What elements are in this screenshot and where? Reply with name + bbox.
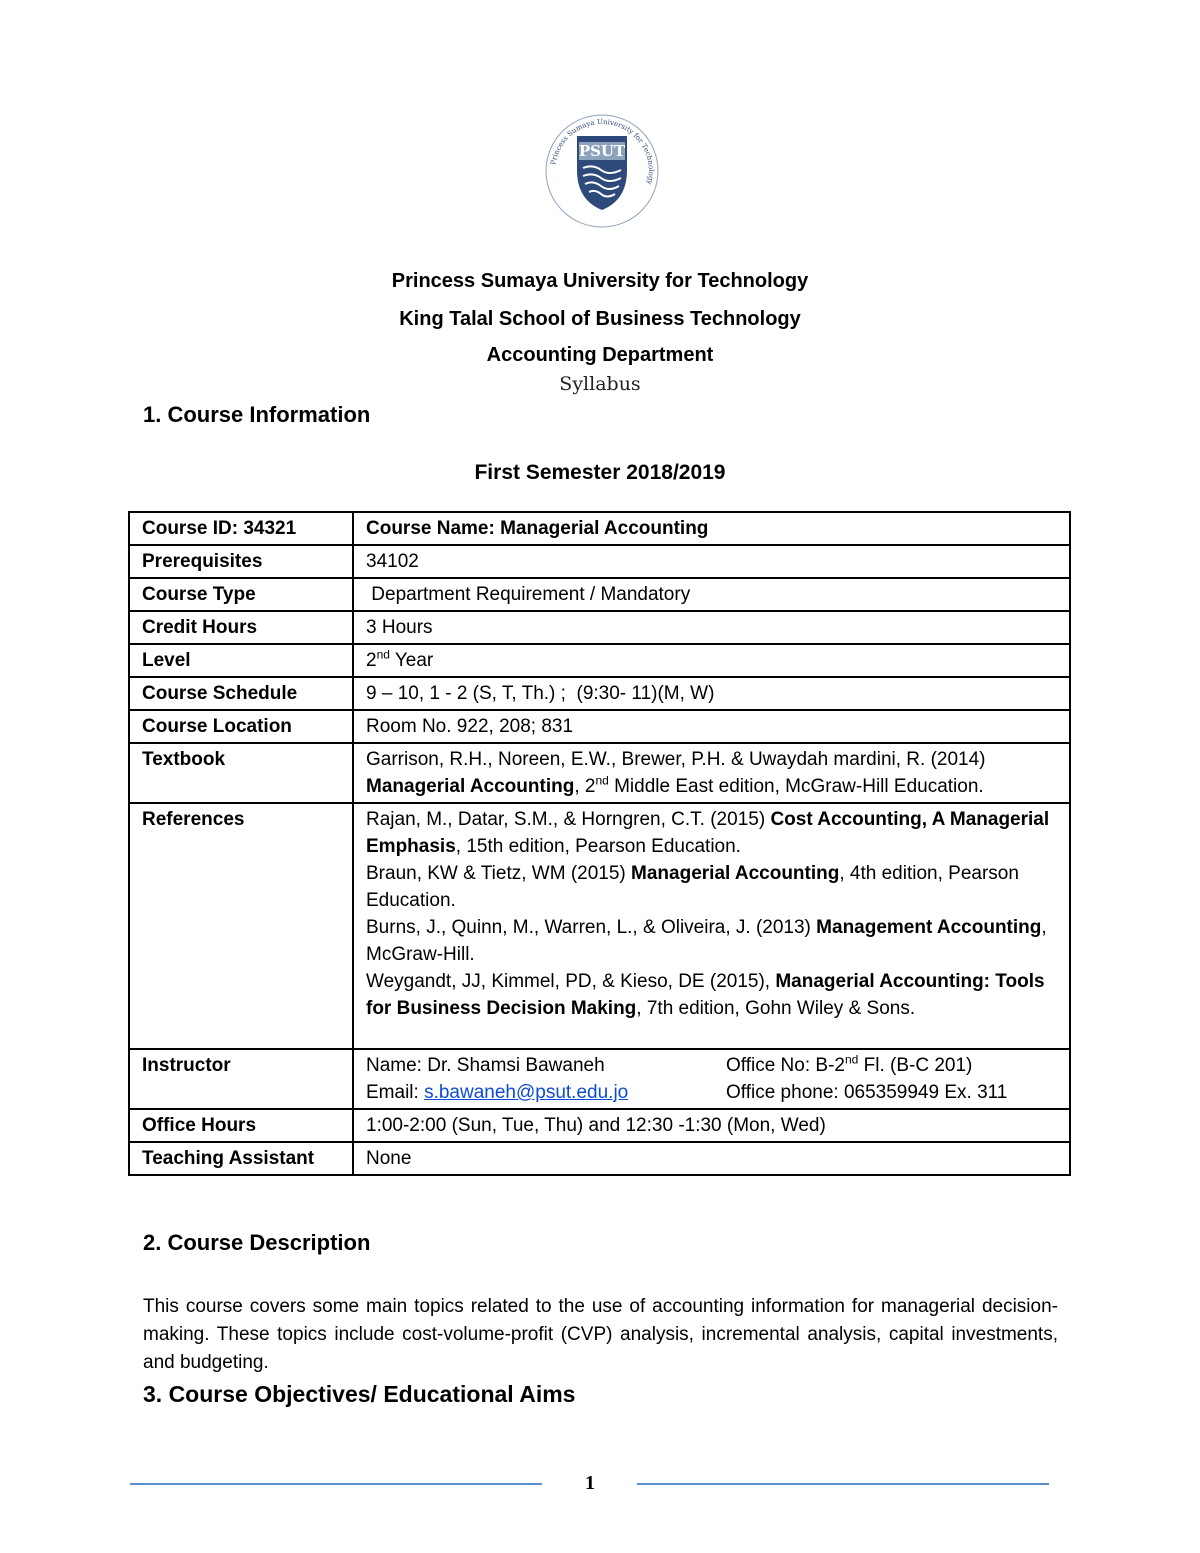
level-value [353,644,1070,677]
logo-text: PSUT [578,142,626,160]
table-row [129,512,1070,545]
page-number: 1 [585,1472,595,1494]
textbook-edition-suffix: nd [595,773,609,788]
course-info-table [128,511,1071,1176]
psut-logo [543,112,661,230]
office-room: Fl. (B-C 201) [858,1055,973,1076]
course-name-cell: Course Name: Managerial Accounting [353,512,1070,545]
reference-title: Managerial Accounting [631,863,840,884]
table-row [129,803,1070,1049]
level-rest: Year [389,650,434,671]
reference-item [366,806,1059,860]
course-type-value: Department Requirement / Mandatory [353,578,1070,611]
email-link[interactable]: s.bawaneh@psut.edu.jo [424,1082,629,1103]
references-label: References [129,803,353,1049]
reference-publisher: , 7th edition, Gohn Wiley & Sons. [636,998,916,1019]
textbook-label: Textbook [129,743,353,803]
reference-authors: Rajan, M., Datar, S.M., & Horngren, C.T. (2015) [366,809,771,830]
references-value [353,803,1070,1049]
instructor-value [353,1049,1070,1109]
footer-divider-left [130,1483,542,1485]
email-label: Email: [366,1082,425,1103]
course-description-text: This course covers some main topics related to the use of accounting information for managerial decision-making. These topics include cost-volume-profit (CVP) analysis, incremental analysis, capital investments, and budgeting. [143,1296,1058,1373]
course-schedule-value: 9 – 10, 1 - 2 (S, T, Th.) ; (9:30- 11)(M, W) [353,677,1070,710]
table-row [129,611,1070,644]
reference-authors: Burns, J., Quinn, M., Warren, L., & Oliveira, J. (2013) [366,917,817,938]
textbook-authors: Garrison, R.H., Noreen, E.W., Brewer, P.H. & Uwaydah mardini, R. (2014) [366,749,986,770]
instructor-row-2 [366,1079,1059,1106]
section-heading-course-objectives: 3. Course Objectives/ Educational Aims [143,1381,576,1407]
table-row [129,1049,1070,1109]
reference-title: Cost Accounting, A Managerial Emphasis [366,809,1050,857]
credit-hours-value: 3 Hours [353,611,1070,644]
table-row [129,545,1070,578]
instructor-phone: Office phone: 065359949 Ex. 311 [726,1082,1008,1103]
reference-item [366,860,1059,914]
reference-authors: Braun, KW & Tietz, WM (2015) [366,863,632,884]
credit-hours-label: Credit Hours [129,611,353,644]
teaching-assistant-label: Teaching Assistant [129,1142,353,1175]
office-number: Office No: B-2 [726,1055,845,1076]
reference-item [366,914,1059,968]
reference-publisher: , 4th edition, Pearson Education. [366,863,1019,911]
course-schedule-label: Course Schedule [129,677,353,710]
prerequisites-value: 34102 [353,545,1070,578]
textbook-sep: , 2 [574,776,596,797]
instructor-office [726,1052,972,1079]
course-location-value: Room No. 922, 208; 831 [353,710,1070,743]
table-row [129,1109,1070,1142]
office-floor-suffix: nd [844,1052,859,1067]
textbook-value [353,743,1070,803]
section-heading-course-description: 2. Course Description [143,1230,371,1255]
teaching-assistant-value: None [353,1142,1070,1175]
table-row [129,710,1070,743]
level-suffix: nd [376,647,390,662]
table-row [129,644,1070,677]
office-hours-value: 1:00-2:00 (Sun, Tue, Thu) and 12:30 -1:30 (Mon, Wed) [353,1109,1070,1142]
reference-title: Managerial Accounting: Tools for Business Decision Making [366,971,1045,1019]
table-row [129,743,1070,803]
reference-publisher: , 15th edition, Pearson Education. [455,836,741,857]
instructor-label: Instructor [129,1049,353,1109]
textbook-publisher: Middle East edition, McGraw-Hill Education. [608,776,984,797]
instructor-row-1 [366,1052,1059,1079]
table-row [129,677,1070,710]
course-id-cell: Course ID: 34321 [129,512,353,545]
university-name: Princess Sumaya University for Technology [391,270,809,292]
textbook-title: Managerial Accounting [366,776,575,797]
level-label: Level [129,644,353,677]
logo-ring-text: Princess Sumaya University for Technology [549,117,656,186]
section-heading-course-information: 1. Course Information [143,402,371,427]
table-row [129,578,1070,611]
office-hours-label: Office Hours [129,1109,353,1142]
level-number: 2 [366,650,377,671]
document-type: Syllabus [559,373,641,395]
instructor-name: Name: Dr. Shamsi Bawaneh [366,1055,605,1076]
course-type-label: Course Type [129,578,353,611]
footer-divider-right [637,1483,1049,1485]
table-row [129,1142,1070,1175]
instructor-email [366,1079,726,1106]
prerequisites-label: Prerequisites [129,545,353,578]
department-name: Accounting Department [486,344,714,366]
school-name: King Talal School of Business Technology [399,308,801,330]
reference-publisher: , McGraw-Hill. [366,917,1047,965]
reference-item [366,968,1059,1022]
semester-title: First Semester 2018/2019 [474,461,726,484]
reference-authors: Weygandt, JJ, Kimmel, PD, & Kieso, DE (2015), [366,971,776,992]
reference-title: Management Accounting [816,917,1042,938]
course-location-label: Course Location [129,710,353,743]
